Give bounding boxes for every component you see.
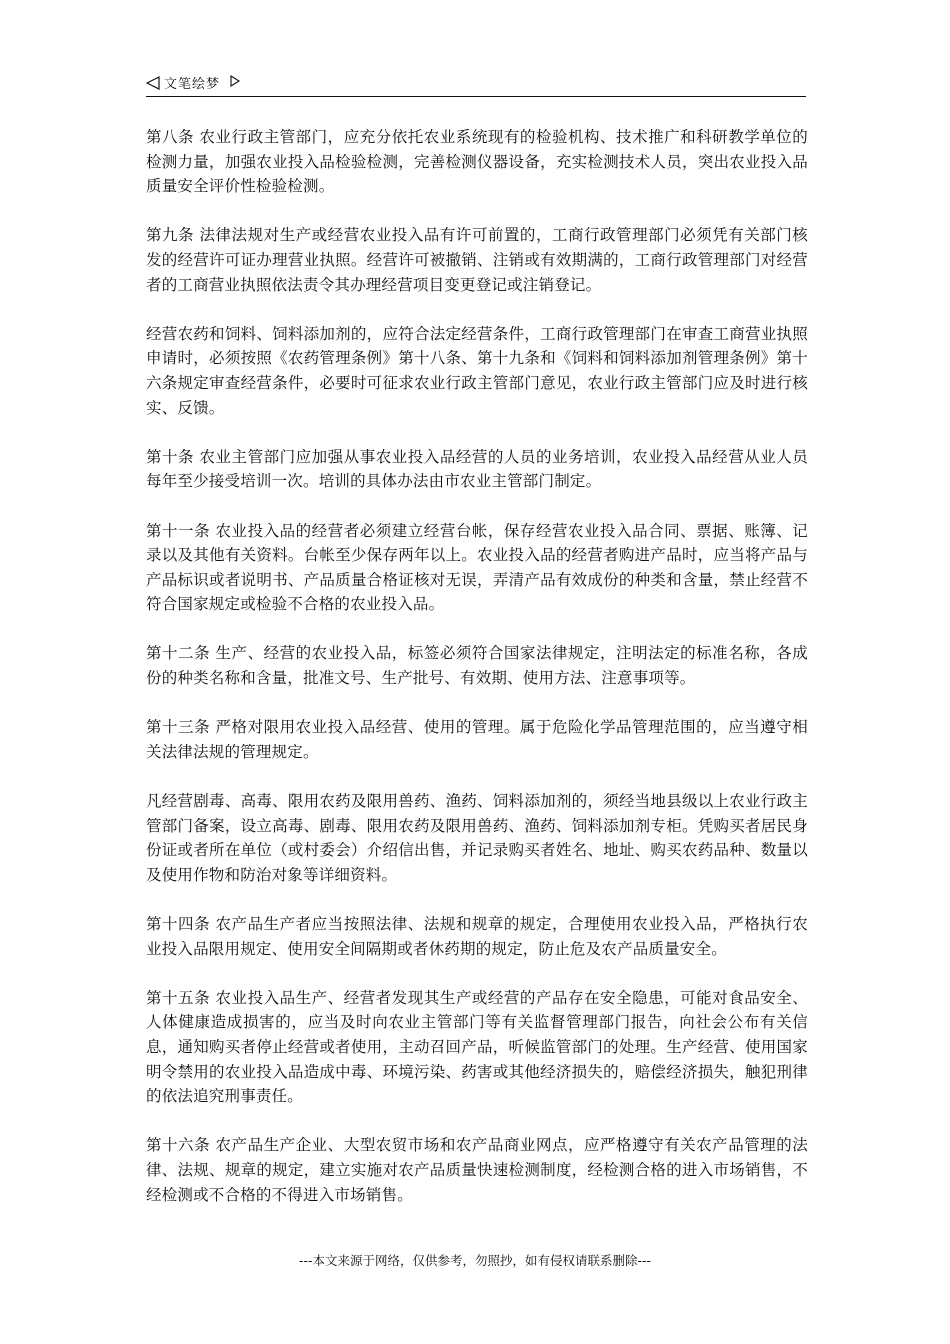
article-paragraph: 凡经营剧毒、高毒、限用农药及限用兽药、渔药、饲料添加剂的，须经当地县级以上农业行政主管部门备案，设立高毒、剧毒、限用农药及限用兽药、渔药、饲料添加剂专柜。凭购买者居民身份证或者所在单位（或村委会）介绍信出售，并记录购买者姓名、地址、购买农药品种、数量以及使用作物和防治对象等详细资料。: [146, 792, 808, 884]
right-triangle-icon: [230, 75, 240, 87]
article-paragraph: 第十六条 农产品生产企业、大型农贸市场和农产品商业网点，应严格遵守有关农产品管理的法律、法规、规章的规定，建立实施对农产品质量快速检测制度，经检测合格的进入市场销售，不经检测或不合格的不得进入市场销售。: [146, 1136, 808, 1204]
left-triangle-icon: [146, 76, 160, 90]
article-paragraph: 第十三条 严格对限用农业投入品经营、使用的管理。属于危险化学品管理范围的，应当遵守相关法律法规的管理规定。: [146, 718, 808, 761]
brand-label: 文笔绘梦: [164, 77, 221, 92]
article-paragraph: 第八条 农业行政主管部门，应充分依托农业系统现有的检验机构、技术推广和科研教学单位的检测力量，加强农业投入品检验检测，完善检测仪器设备，充实检测技术人员，突出农业投入品质量安全评价性检验检测。: [146, 128, 808, 196]
article-paragraph: 第十五条 农业投入品生产、经营者发现其生产或经营的产品存在安全隐患，可能对食品安全、人体健康造成损害的，应当及时向农业主管部门等有关监督管理部门报告，向社会公布有关信息，通知购买者停止经营或者使用，主动召回产品，听候监管部门的处理。生产经营、使用国家明令禁用的农业投入品造成中毒、环境污染、药害或其他经济损失的，赔偿经济损失，触犯刑律的依法追究刑事责任。: [146, 988, 808, 1106]
article-paragraph: 第十条 农业主管部门应加强从事农业投入品经营的人员的业务培训，农业投入品经营从业人员每年至少接受培训一次。培训的具体办法由市农业主管部门制定。: [146, 447, 808, 491]
page-header: [146, 72, 806, 97]
article-paragraph: 第十二条 生产、经营的农业投入品，标签必须符合国家法律规定，注明法定的标准名称，各成份的种类名称和含量，批准文号、生产批号、有效期、使用方法、注意事项等。: [146, 644, 808, 688]
document-body: [146, 125, 808, 1232]
article-paragraph: 第十一条 农业投入品的经营者必须建立经营台帐，保存经营农业投入品合同、票据、账簿、记录以及其他有关资料。台帐至少保存两年以上。农业投入品的经营者购进产品时，应当将产品与产品标识或者说明书、产品质量合格证核对无误，弄清产品有效成份的种类和含量，禁止经营不符合国家规定或检验不合格的农业投入品。: [146, 521, 808, 614]
page-footer: ---本文来源于网络，仅供参考，勿照抄，如有侵权请联系删除---: [298, 1253, 652, 1268]
article-paragraph: 经营农药和饲料、饲料添加剂的，应符合法定经营条件，工商行政管理部门在审查工商营业执照申请时，必须按照《农药管理条例》第十八条、第十九条和《饲料和饲料添加剂管理条例》第十六条规定审查经营条件，必要时可征求农业行政主管部门意见，农业行政主管部门应及时进行核实、反馈。: [146, 324, 808, 417]
article-paragraph: 第十四条 农产品生产者应当按照法律、法规和规章的规定，合理使用农业投入品，严格执行农业投入品限用规定、使用安全间隔期或者休药期的规定，防止危及农产品质量安全。: [146, 915, 808, 958]
article-paragraph: 第九条 法律法规对生产或经营农业投入品有许可前置的，工商行政管理部门必须凭有关部门核发的经营许可证办理营业执照。经营许可被撤销、注销或有效期满的，工商行政管理部门对经营者的工商营业执照依法责令其办理经营项目变更登记或注销登记。: [146, 226, 808, 294]
